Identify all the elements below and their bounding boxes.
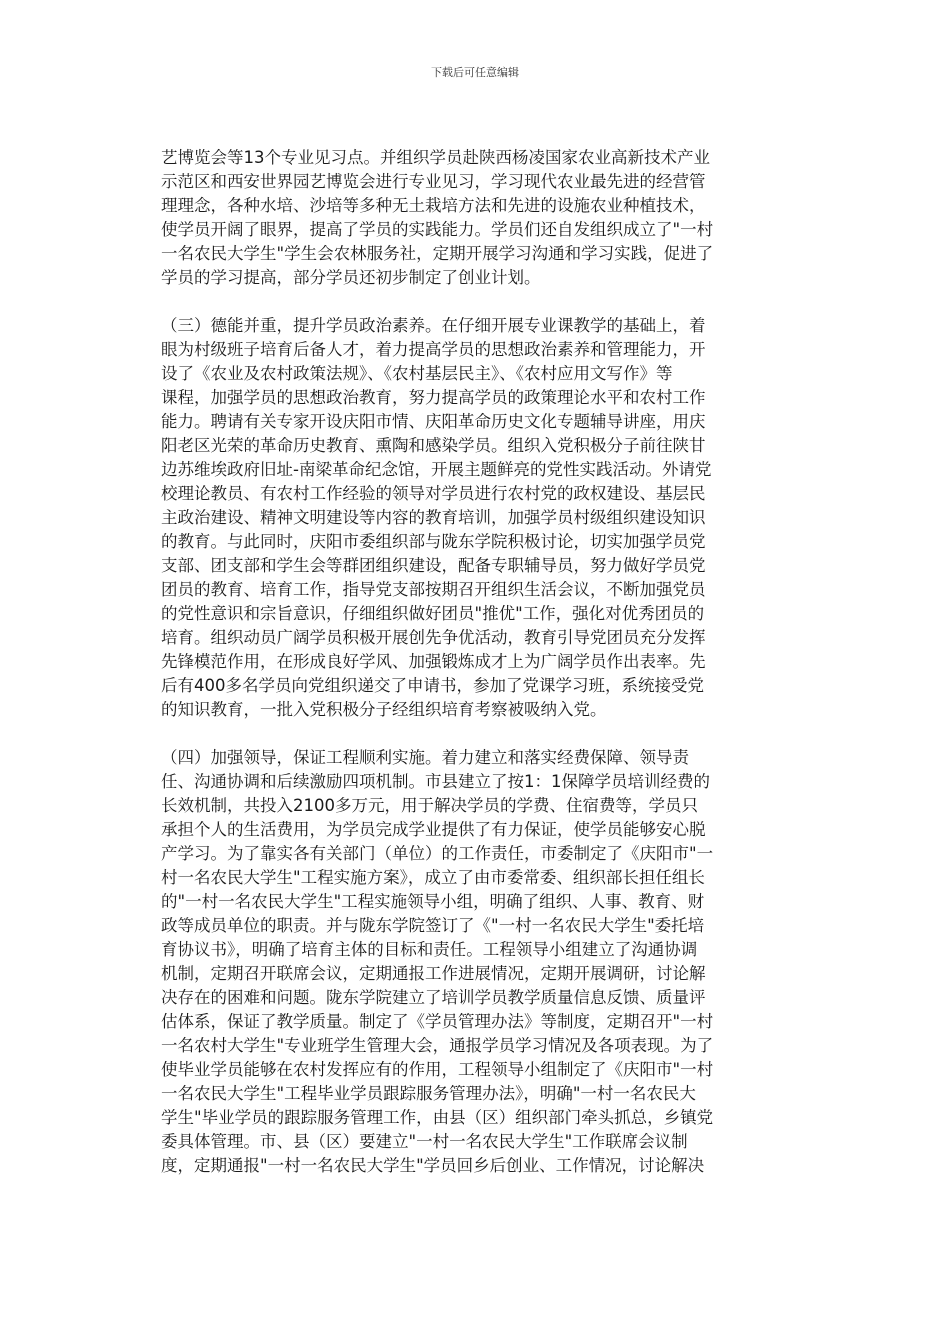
text-line: 决存在的困难和问题。陇东学院建立了培训学员教学质量信息反馈、质量评 (161, 988, 706, 1007)
text-line: 政等成员单位的职责。并与陇东学院签订了《"一村一名农民大学生"委托培 (161, 916, 705, 935)
text-line: 团员的教育、培育工作，指导党支部按期召开组织生活会议，不断加强党员 (161, 580, 706, 599)
text-line: 培育。组织动员广阔学员积极开展创先争优活动，教育引导党团员充分发挥 (161, 628, 706, 647)
text-line: 支部、团支部和学生会等群团组织建设，配备专职辅导员，努力做好学员党 (161, 556, 706, 575)
text-line: 学生"毕业学员的跟踪服务管理工作，由县（区）组织部门牵头抓总，乡镇党 (161, 1108, 714, 1127)
text-line: 的党性意识和宗旨意识，仔细组织做好团员"推优"工作，强化对优秀团员的 (161, 604, 705, 623)
text-line: 村一名农民大学生"工程实施方案》，成立了由市委常委、组织部长担任组长 (161, 868, 705, 887)
paragraph (161, 314, 811, 722)
text-line: 产学习。为了靠实各有关部门（单位）的工作责任，市委制定了《庆阳市"一 (161, 844, 714, 863)
text-line: 主政治建设、精神文明建设等内容的教育培训，加强学员村级组织建设知识 (161, 508, 706, 527)
paragraph-spacer (161, 722, 811, 746)
text-line: 边苏维埃政府旧址-南梁革命纪念馆，开展主题鲜亮的党性实践活动。外请党 (161, 460, 712, 479)
paragraph (161, 146, 811, 290)
text-line: 的教育。与此同时，庆阳市委组织部与陇东学院积极讨论，切实加强学员党 (161, 532, 706, 551)
page-header-note: 下载后可任意编辑 (431, 66, 519, 79)
text-line: 课程，加强学员的思想政治教育，努力提高学员的政策理论水平和农村工作 (161, 388, 706, 407)
text-line: 一名农村大学生"专业班学生管理大会，通报学员学习情况及各项表现。为了 (161, 1036, 714, 1055)
text-line: （三）德能并重，提升学员政治素养。在仔细开展专业课教学的基础上，着 (161, 316, 706, 335)
text-line: 使毕业学员能够在农村发挥应有的作用，工程领导小组制定了《庆阳市"一村 (161, 1060, 714, 1079)
text-line: 一名农民大学生"学生会农林服务社，定期开展学习沟通和学习实践，促进了 (161, 244, 714, 263)
document-body (161, 146, 811, 1178)
text-line: 使学员开阔了眼界，提高了学员的实践能力。学员们还自发组织成立了"一村 (161, 220, 714, 239)
text-line: 眼为村级班子培育后备人才，着力提高学员的思想政治素养和管理能力，开 (161, 340, 706, 359)
text-line: 示范区和西安世界园艺博览会进行专业见习，学习现代农业最先进的经营管 (161, 172, 706, 191)
text-line: 估体系，保证了教学质量。制定了《学员管理办法》等制度，定期召开"一村 (161, 1012, 714, 1031)
text-line: 委具体管理。市、县（区）要建立"一村一名农民大学生"工作联席会议制 (161, 1132, 688, 1151)
text-line: 度，定期通报"一村一名农民大学生"学员回乡后创业、工作情况，讨论解决 (161, 1156, 705, 1175)
text-line: 承担个人的生活费用，为学员完成学业提供了有力保证，使学员能够安心脱 (161, 820, 706, 839)
text-line: 一名农民大学生"工程毕业学员跟踪服务管理办法》，明确"一村一名农民大 (161, 1084, 696, 1103)
text-line: 的知识教育，一批入党积极分子经组织培育考察被吸纳入党。 (161, 700, 607, 719)
text-line: 设了《农业及农村政策法规》、《农村基层民主》、《农村应用文写作》等 (161, 364, 673, 383)
text-line: 校理论教员、有农村工作经验的领导对学员进行农村党的政权建设、基层民 (161, 484, 706, 503)
text-line: 的"一村一名农民大学生"工程实施领导小组，明确了组织、人事、教育、财 (161, 892, 705, 911)
text-line: 后有400多名学员向党组织递交了申请书，参加了党课学习班，系统接受党 (161, 676, 704, 695)
paragraph-spacer (161, 290, 811, 314)
text-line: 任、沟通协调和后续激励四项机制。市县建立了按1：1保障学员培训经费的 (161, 772, 710, 791)
text-line: 能力。聘请有关专家开设庆阳市情、庆阳革命历史文化专题辅导讲座，用庆 (161, 412, 706, 431)
text-line: 阳老区光荣的革命历史教育、熏陶和感染学员。组织入党积极分子前往陕甘 (161, 436, 706, 455)
text-line: （四）加强领导，保证工程顺利实施。着力建立和落实经费保障、领导责 (161, 748, 689, 767)
text-line: 育协议书》，明确了培育主体的目标和责任。工程领导小组建立了沟通协调 (161, 940, 698, 959)
text-line: 机制，定期召开联席会议，定期通报工作进展情况，定期开展调研，讨论解 (161, 964, 706, 983)
text-line: 学员的学习提高，部分学员还初步制定了创业计划。 (161, 268, 541, 287)
text-line: 理理念，各种水培、沙培等多种无土栽培方法和先进的设施农业种植技术， (161, 196, 706, 215)
text-line: 艺博览会等13个专业见习点。并组织学员赴陕西杨凌国家农业高新技术产业 (161, 148, 710, 167)
text-line: 长效机制，共投入2100多万元，用于解决学员的学费、住宿费等，学员只 (161, 796, 698, 815)
paragraph (161, 746, 811, 1178)
text-line: 先锋模范作用，在形成良好学风、加强锻炼成才上为广阔学员作出表率。先 (161, 652, 706, 671)
